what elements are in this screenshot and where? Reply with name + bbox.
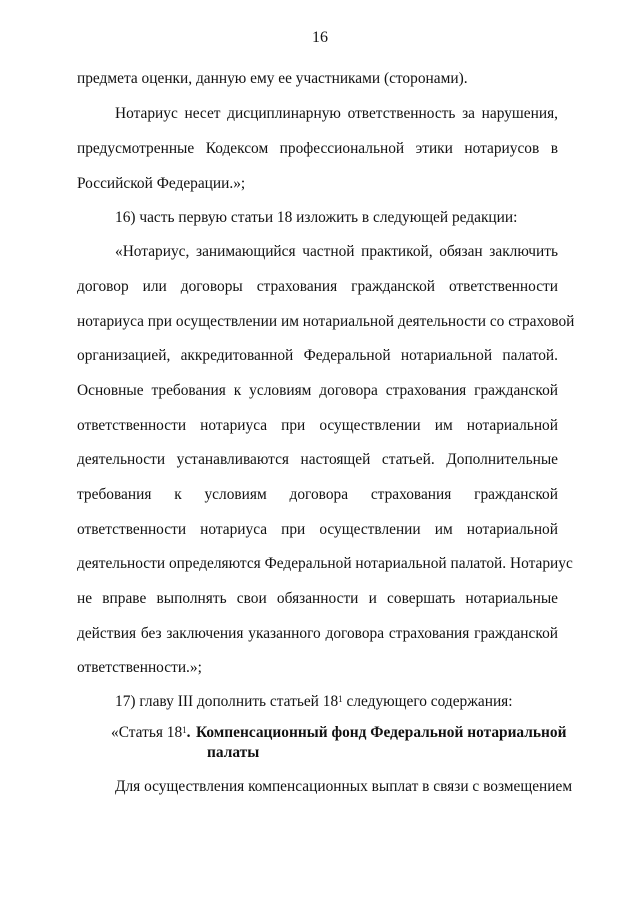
text-line: ответственности нотариуса при осуществлении им нотариальной — [77, 417, 558, 434]
article-title-line1: Компенсационный фонд Федеральной нотариальной — [196, 724, 567, 741]
superscript: 1 — [182, 725, 187, 735]
text-line: не вправе выполнять свои обязанности и совершать нотариальные — [77, 590, 558, 607]
text-line: Нотариус несет дисциплинарную ответственность за нарушения, — [115, 105, 558, 122]
text-line: Основные требования к условиям договора страхования гражданской — [77, 382, 558, 399]
text-line: Для осуществления компенсационных выплат в связи с возмещением — [115, 778, 573, 795]
text-line: требования к условиям договора страхования гражданской — [77, 486, 558, 503]
text-line: организацией, аккредитованной Федеральной нотариальной палатой. — [77, 347, 558, 364]
item-17-text-end: следующего содержания: — [342, 693, 513, 710]
superscript: 1 — [338, 694, 343, 704]
article-heading — [111, 724, 571, 761]
text-line: ответственности.»; — [77, 659, 202, 676]
text-line: предусмотренные Кодексом профессиональной этики нотариусов в — [77, 140, 558, 157]
text-line: ответственности нотариуса при осуществлении им нотариальной — [77, 521, 558, 538]
text-line: предмета оценки, данную ему ее участниками (сторонами). — [77, 70, 468, 87]
text-line: «Нотариус, занимающийся частной практикой, обязан заключить — [115, 243, 558, 260]
item-17-line — [115, 693, 558, 711]
text-line: 16) часть первую статьи 18 изложить в следующей редакции: — [115, 209, 518, 226]
page-number: 16 — [312, 29, 328, 46]
text-line: нотариуса при осуществлении им нотариальной деятельности со страховой — [77, 313, 575, 330]
article-title-line2: палаты — [207, 744, 260, 761]
text-line: действия без заключения указанного договора страхования гражданской — [77, 625, 558, 642]
item-17-text: 17) главу III дополнить статьей 18 — [115, 693, 339, 710]
article-number: «Статья $18^1$. — [111, 724, 191, 741]
text-line: деятельности устанавливаются настоящей статьей. Дополнительные — [77, 451, 558, 468]
text-line: договор или договоры страхования гражданской ответственности — [77, 278, 558, 295]
text-line: деятельности определяются Федеральной нотариальной палатой. Нотариус — [77, 555, 573, 572]
text-line: Российской Федерации.»; — [77, 175, 246, 192]
